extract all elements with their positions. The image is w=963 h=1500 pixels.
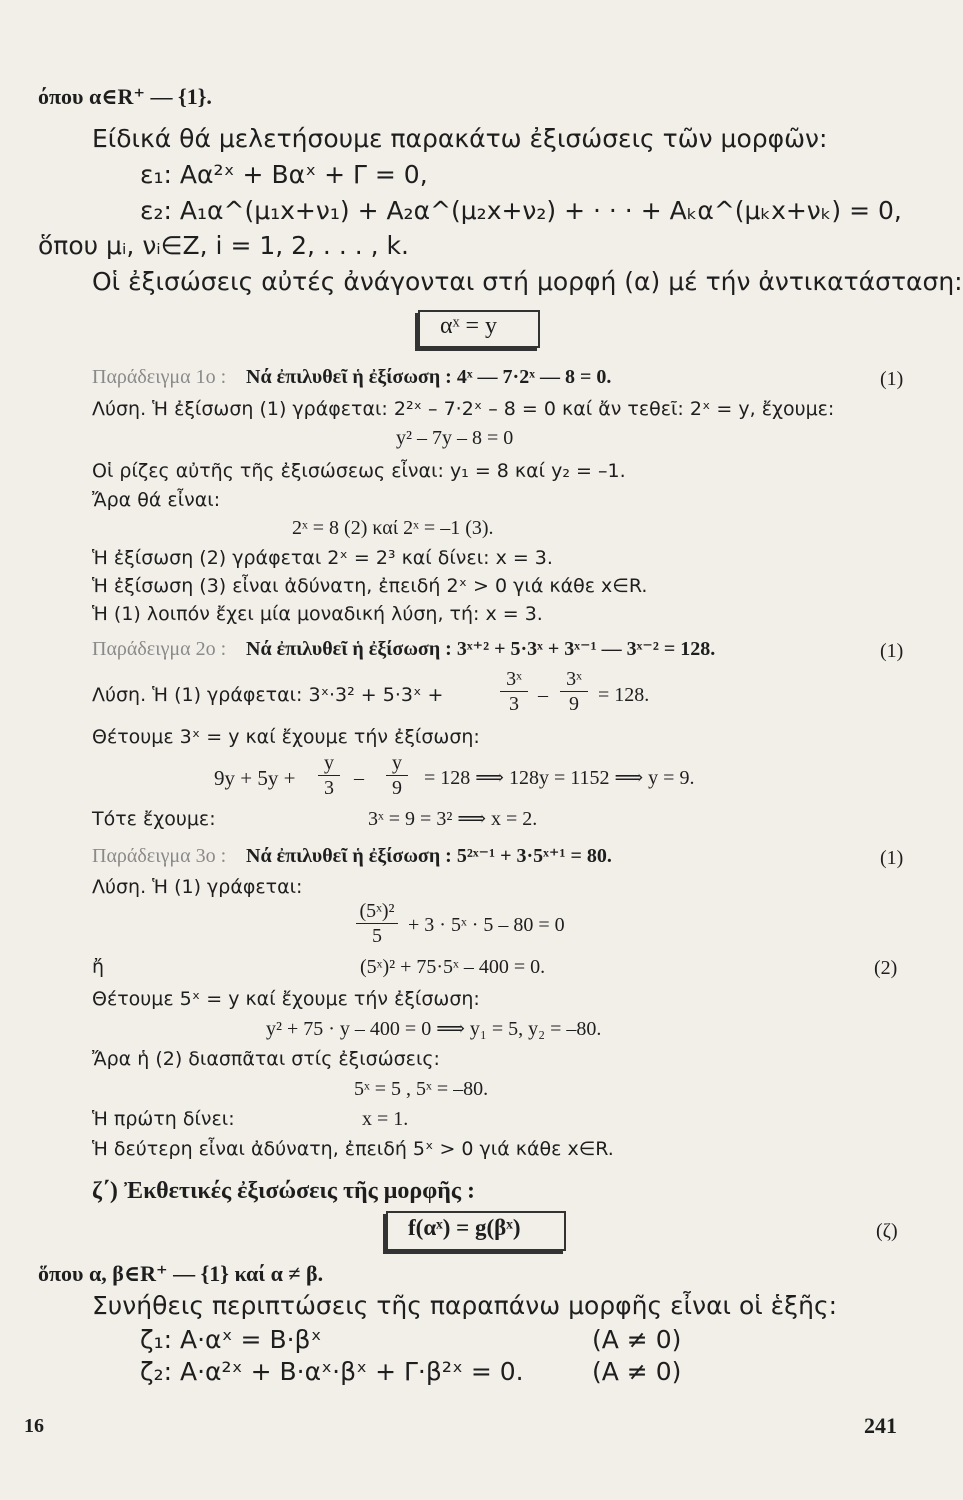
fraction-numerator: y (324, 752, 334, 774)
fraction-y-over-3 (318, 752, 340, 799)
fraction-3x-over-3 (500, 668, 528, 715)
example-3-line-5: y² + 75 · y – 400 = 0 ⟹ y₁ = 5, y₂ = –80. (266, 1018, 602, 1040)
example-1-line-4: Ἄρα θά εἶναι: (92, 489, 221, 511)
page-number: 241 (864, 1413, 897, 1438)
fraction-5x-squared-over-5 (356, 900, 398, 947)
case-zeta-2-condition: (Α ≠ 0) (592, 1357, 682, 1386)
example-3-line-8-label: Ἡ πρώτη δίνει: (92, 1108, 235, 1130)
example-2-line-3-start: 9y + 5y + (214, 766, 296, 790)
intro-eq-1: ε₁: Αα²ˣ + Βαˣ + Γ = 0, (140, 160, 428, 189)
intro-line-1: όπου α∈R⁺ — {1}. (38, 84, 212, 109)
example-3-title: Παράδειγμα 3ο : (92, 845, 227, 867)
example-1-line-6: Ἡ ἐξίσωση (2) γράφεται 2ˣ = 2³ καί δίνει: x = 3. (92, 547, 553, 569)
example-1-line-5: 2ˣ = 8 (2) καί 2ˣ = –1 (3). (292, 517, 494, 539)
example-3-line-2: + 3 · 5ˣ · 5 – 80 = 0 (408, 914, 565, 936)
intro-line-4: Οἱ ἐξισώσεις αὐτές ἀνάγονται στή μορφή (α) μέ τήν ἀντικατάσταση: (92, 267, 963, 296)
example-1-line-8: Ἡ (1) λοιπόν ἔχει μία μοναδική λύση, τή: x = 3. (92, 603, 543, 625)
common-cases-line: Συνήθεις περιπτώσεις τῆς παραπάνω μορφῆς εἶναι οἱ ἑξῆς: (92, 1291, 838, 1320)
fraction-3x-over-9 (560, 668, 588, 715)
intro-line-3: ὅπου μᵢ, νᵢ∈Z, i = 1, 2, . . . , k. (38, 231, 409, 260)
form-condition: ὅπου α, β∈R⁺ — {1} καί α ≠ β. (38, 1261, 324, 1286)
example-1-tag: (1) (880, 368, 904, 390)
minus-sign: – (538, 684, 548, 706)
fraction-y-over-9 (386, 752, 408, 799)
example-2-line-4-label: Τότε ἔχουμε: (92, 808, 216, 830)
fraction-numerator: 3ˣ (506, 668, 522, 690)
case-zeta-2: ζ₂: Α·α²ˣ + Β·αˣ·βˣ + Γ·β²ˣ = 0. (140, 1357, 524, 1386)
fraction-denominator: 5 (372, 925, 382, 947)
footer-left-number: 16 (24, 1415, 44, 1437)
fraction-denominator: 9 (392, 777, 402, 799)
example-2-tag: (1) (880, 640, 904, 662)
example-3-tag: (1) (880, 847, 904, 869)
example-2-line-3-end: = 128 ⟹ 128y = 1152 ⟹ y = 9. (424, 767, 695, 789)
minus-sign: – (354, 767, 364, 789)
example-2-line-4: 3ˣ = 9 = 3² ⟹ x = 2. (368, 808, 538, 830)
example-2-title: Παράδειγμα 2ο : (92, 638, 227, 660)
example-3-tag-2: (2) (874, 957, 898, 979)
example-1-line-3: Οἱ ρίζες αὐτῆς τῆς ἐξισώσεως εἶναι: y₁ = 8 καί y₂ = –1. (92, 460, 626, 482)
fraction-denominator: 9 (569, 693, 579, 715)
fraction-numerator: (5ˣ)² (359, 900, 395, 922)
fraction-denominator: 3 (324, 777, 334, 799)
example-3-line-7: 5ˣ = 5 , 5ˣ = –80. (354, 1078, 489, 1100)
case-zeta-1-condition: (Α ≠ 0) (592, 1325, 682, 1354)
example-3-line-1: Λύση. Ἡ (1) γράφεται: (92, 876, 303, 898)
example-3-line-8: x = 1. (362, 1108, 409, 1130)
example-1-line-2: y² – 7y – 8 = 0 (396, 427, 514, 449)
example-3-or: ἤ (92, 956, 105, 978)
intro-line-2: Είδικά θά μελετήσουμε παρακάτω ἐξισώσεις τῶν μορφῶν: (92, 124, 828, 153)
example-1-title: Παράδειγμα 1ο : (92, 366, 227, 388)
example-2-line-2: Θέτουμε 3ˣ = y καί ἔχουμε τήν ἐξίσωση: (92, 726, 480, 748)
example-3-line-4: Θέτουμε 5ˣ = y καί ἔχουμε τήν ἐξίσωση: (92, 988, 480, 1010)
example-3-line-9: Ἡ δεύτερη εἶναι ἀδύνατη, ἐπειδή 5ˣ > 0 γιά κάθε x∈R. (92, 1138, 614, 1160)
example-3-line-3: (5ˣ)² + 75·5ˣ – 400 = 0. (360, 956, 546, 978)
example-1-line-7: Ἡ ἐξίσωση (3) εἶναι ἀδύνατη, ἐπειδή 2ˣ > 0 γιά κάθε x∈R. (92, 575, 648, 597)
fraction-numerator: 3ˣ (566, 668, 582, 690)
form-formula: f(αˣ) = g(βˣ) (408, 1215, 521, 1240)
fraction-numerator: y (392, 752, 402, 774)
example-2-task: Νά ἐπιλυθεῖ ἡ ἐξίσωση : 3ˣ⁺² + 5·3ˣ + 3ˣ⁻¹ — 3ˣ⁻² = 128. (246, 638, 716, 660)
intro-eq-2: ε₂: Α₁α^(μ₁x+ν₁) + Α₂α^(μ₂x+ν₂) + · · · + Αₖα^(μₖx+νₖ) = 0, (140, 196, 902, 225)
example-2-line-1-start: Λύση. Ἡ (1) γράφεται: 3ˣ·3² + 5·3ˣ + (92, 684, 444, 706)
substitution-formula: αˣ = y (440, 313, 498, 339)
example-3-task: Νά ἐπιλυθεῖ ἡ ἐξίσωση : 5²ˣ⁻¹ + 3·5ˣ⁺¹ = 80. (246, 845, 612, 867)
example-2-line-1-end: = 128. (598, 684, 650, 706)
example-1-task: Νά ἐπιλυθεῖ ἡ ἐξίσωση : 4ˣ — 7·2ˣ — 8 = 0. (246, 366, 612, 388)
example-3-line-6: Ἄρα ἡ (2) διασπᾶται στίς ἐξισώσεις: (92, 1048, 440, 1070)
form-tag: (ζ) (876, 1220, 898, 1242)
case-zeta-1: ζ₁: Α·αˣ = Β·βˣ (140, 1325, 322, 1354)
example-1-line-1: Λύση. Ἡ ἐξίσωση (1) γράφεται: 2²ˣ – 7·2ˣ – 8 = 0 καί ἄν τεθεῖ: 2ˣ = y, ἔχουμε: (92, 398, 835, 420)
fraction-denominator: 3 (509, 693, 519, 715)
section-heading: ζ΄) Ἐκθετικές ἐξισώσεις τῆς μορφῆς : (92, 1178, 475, 1204)
